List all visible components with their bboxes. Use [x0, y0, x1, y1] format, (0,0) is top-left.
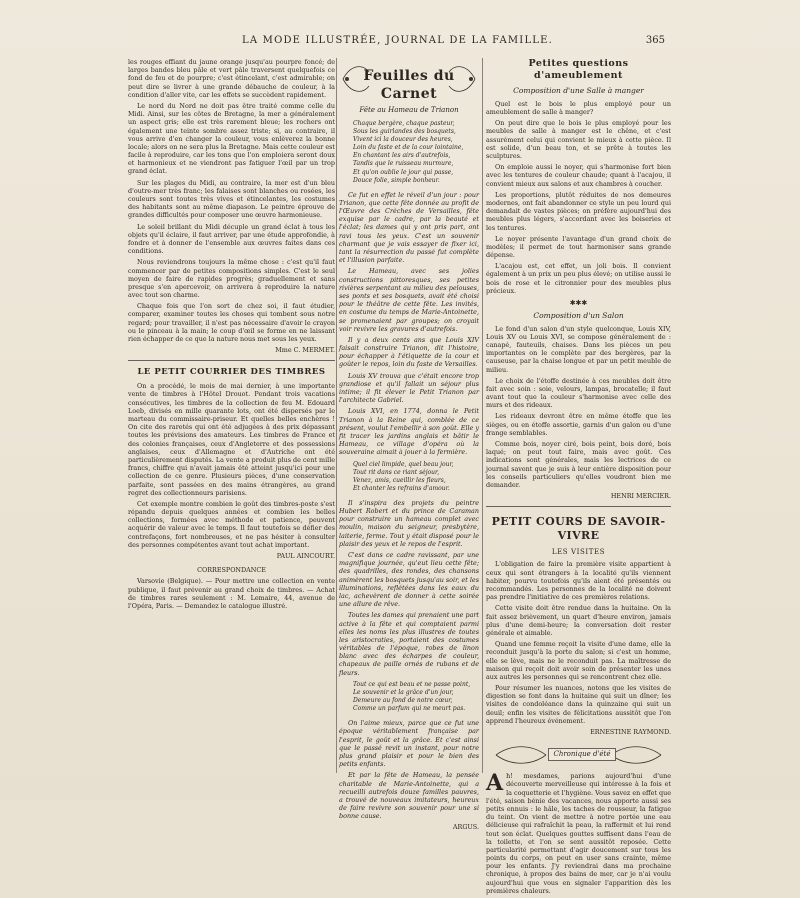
paragraph: Les rideaux devront être en même étoffe que les sièges, ou en étoffe assortie, garnis d'un galon ou d'une frange semblables. — [486, 412, 671, 437]
poem-line: Tout ce qui est beau et ne passe point, — [353, 680, 471, 688]
paragraph: L'obligation de faire la première visite appartient à ceux qui sont étrangers à la localité qu'ils viennent habiter, pourvu toutefois qu'ils aient été présentés ou recommandés. Les personnes de la localité ne doivent pas prendre l'initiative de ces premières relations. — [486, 560, 671, 602]
subsection-title: Composition d'un Salon — [533, 310, 624, 320]
author-signature: ERNESTINE RAYMOND. — [590, 728, 671, 736]
paragraph: Nous reviendrons toujours la même chose : c'est qu'il faut commencer par de petites compositions simples. C'est le seul moyen de faire de rapides progrès; graduellement et sans presque s'en apercevoir, on arrivera à reproduire la nature avec tout son charme. — [128, 258, 335, 300]
poem-line: Et qu'on oublie le jour qui passe, — [353, 168, 454, 176]
paragraph: Il y a deux cents ans que Louis XIV faisait construire Trianon, dit l'histoire, pour échapper à l'étiquette de la cour et goûter le repos, loin du faste de Versailles. — [339, 335, 479, 369]
paragraph: Il s'inspira des projets du peintre Hubert Robert et du prince de Caraman pour construire un hameau complet avec moulin, maison du seigneur, presbytère, laiterie, ferme. Tout y était disposé pour le plaisir des yeux et le repos de l'esprit. — [339, 498, 479, 548]
poem-line: Venez, amis, cueillir les fleurs, — [353, 476, 446, 484]
drop-cap: A — [486, 770, 504, 797]
paragraph: Le Hameau, avec ses jolies constructions pittoresques, ses petites rivières serpentant au milieu des pelouses, ses ponts et ses bosquets, avait été choisi pour le théâtre de cette fête. Les invités, en costume du temps de Marie-Antoinette, se promenaient par groupes; on croyait voir revivre les gravures d'autrefois. — [339, 267, 479, 333]
paragraph: Le soleil brillant du Midi décuple un grand éclat à tous les objets qu'il éclaire, il faut arriver, par une étude approfondie, à fondre et à donner de l'ensemble aux œuvres faites dans ces conditions. — [128, 222, 335, 256]
chronique-text: h! mesdames, parions aujourd'hui d'une découverte merveilleuse qui intéresse à la fois et la coquetterie et l'hygiène. Vous savez en effet que l'été, saison bénie des vacances, nous apporte aussi ses petits ennuis : le hâle, les taches de rousseur, la fatigue du teint. On vient de mettre à notre portée une eau délicieuse qui rafraîchit la peau, la raffermit et lui rend tout son éclat. Quelques gouttes suffisent dans l'eau de la toilette, et l'on se sent aussitôt reposée. Cette particularité permettant d'agir doucement sur tous les points du corps, on peut en user sans crainte, même pour les enfants. J'y reviendrai dans ma prochaine chronique, à propos des bains de mer, car je n'ai voulu aujourd'hui que vous en signaler l'apparition dès les premières chaleurs. — [486, 772, 671, 895]
paragraph: Chaque fois que l'on sort de chez soi, il faut étudier, comparer, examiner toutes les choses qui tombent sous notre regard; pour travailler, il n'est pas nécessaire d'avoir le crayon ou le pinceau à la main; le coup d'œil se forme en ne laissant rien échapper de ce que la nature nous met sous les yeux. — [128, 302, 335, 343]
poem-line: Tandis que le ruisseau murmure, — [353, 160, 454, 168]
poem-line: Douce folie, simple bonheur. — [353, 176, 440, 184]
column-left — [128, 58, 335, 613]
divider — [128, 360, 335, 361]
section-title: LE PETIT COURRIER DES TIMBRES — [137, 367, 326, 378]
paragraph: Et par la fête de Hameau, la pensée charitable de Marie-Antoinette, qui a recueilli autrefois douze familles pauvres, a trouvé de nouveaux imitateurs, heureux de faire revivre son souvenir pour une si bonne cause. — [339, 771, 479, 821]
paragraph: Le noyer présente l'avantage d'un grand choix de modèles; il permet de tout harmoniser sans grande dépense. — [486, 234, 671, 260]
paragraph: Le choix de l'étoffe destinée à ces meubles doit être fait avec soin : soie, velours, lampas, brocatelle; il faut avant tout que la couleur s'harmonise avec celle des murs et des rideaux. — [486, 376, 671, 410]
poem-line: Loin du faste et de la cour lointaine, — [353, 144, 464, 152]
poem-line: En chantant les airs d'autrefois, — [353, 152, 451, 160]
paragraph: Ce fut en effet le réveil d'un jour : pour Trianon, que cette fête donnée au profit de l'Œuvre des Crèches de Versailles, fête exquise par le cadre, par la beauté et l'éclat; les dames qui y ont pris part, ont ravi tous les yeux. C'est un souvenir charmant que je vais essayer de fixer ici, tant la résurrection du passé fut complète et l'illusion parfaite. — [339, 190, 479, 265]
paragraph: Le fond d'un salon d'un style quelconque, Louis XIV, Louis XV ou Louis XVI, se compose généralement de : canapé, fauteuils, chaises. Dans les pièces un peu importantes on le complète par des bergères, par la causeuse, par la chaise longue et par un petit meuble de milieu. — [486, 324, 671, 374]
divider — [486, 506, 671, 507]
paragraph: Comme bois, noyer ciré, bois peint, bois doré, bois laqué; on peut tout faire, mais avec goût. Ces indications sont générales, mais les lectrices de ce journal savent que je suis à leur entière disposition pour les conseils particuliers qu'elles voudront bien me demander. — [486, 440, 671, 489]
paragraph: L'acajou est, cet effet, un joli bois. Il convient également à un prix un peu plus élevé; on utilise aussi le bois de rose et le citronnier pour des meubles plus précieux. — [486, 262, 671, 295]
author-signature: PAUL AINCOURT. — [276, 552, 335, 560]
chronique-label: Chronique d'été — [548, 748, 616, 761]
poem-line: Sous les guirlandes des bosquets, — [353, 128, 456, 136]
paragraph: C'est dans ce cadre ravissant, par une magnifique journée, qu'eut lieu cette fête; des quadrilles, des rondes, des chansons animèrent les bosquets jusqu'au soir, et les illuminations, reflétées dans les eaux du lac, achevèrent de donner à cette soirée une allure de rêve. — [339, 551, 479, 609]
paragraph: les rouges effiant du jaune orange jusqu'au pourpre foncé; de larges bandes bleu pâle et vert pâle traversent quelquefois ce fond de feu et de pourpre; c'est étincelant, c'est admirable; on peut dire se livrer à une grande débauche de couleur, à la condition d'aller vite, car les effets se succèdent rapidement. — [128, 58, 335, 99]
paragraph — [486, 772, 671, 895]
paragraph: Pour résumer les nuances, notons que les visites de digestion se font dans la huitaine qui suit un dîner; les visites de condoléance dans la quinzaine qui suit un deuil; enfin les visites de félicitations aussitôt que l'on apprend l'heureux événement. — [486, 684, 671, 725]
author-signature: Mme C. MERMET. — [275, 346, 335, 355]
column-divider — [336, 58, 337, 773]
column-middle — [339, 58, 479, 838]
poem-line: Le souvenir et la grâce d'un jour, — [353, 688, 454, 696]
author-signature: ARGUS. — [452, 823, 479, 832]
banner-title: Feuilles du Carnet — [363, 68, 455, 102]
poem-line: Vivent ici la douceur des heures, — [353, 136, 453, 144]
poem-line: Tout rit dans ce riant séjour, — [353, 468, 440, 476]
column-divider — [482, 58, 483, 773]
author-signature: HENRI MERCIER. — [610, 492, 671, 501]
asterism: ✱✱✱ — [569, 299, 588, 308]
poem — [353, 120, 479, 185]
paragraph: Cet exemple montre combien le goût des timbres-poste s'est répandu depuis quelques années et combien les belles collections, formées avec méthode et patience, peuvent acquérir de valeur avec le temps. Il faut toutefois se défier des contrefaçons, fort nombreuses, et ne pas hésiter à consulter des personnes compétentes avant tout achat important. — [128, 499, 335, 549]
subsection-title: LES VISITES — [551, 548, 606, 557]
paragraph: Les proportions, plutôt réduites de nos demeures modernes, ont fait abandonner ce style un peu lourd qui demandait de vastes pièces; on préfère aujourd'hui des meubles plus légers, s'accordant avec les boiseries et les tentures. — [486, 190, 671, 232]
paragraph: On emploie aussi le noyer, qui s'harmonise fort bien avec les tentures de couleur chaude; quant à l'acajou, il convient mieux aux salons et aux chambres à coucher. — [486, 163, 671, 188]
subsection-title: Composition d'une Salle à manger — [513, 86, 644, 96]
chronique-banner — [486, 742, 671, 768]
paragraph: Louis XVI, en 1774, donna le Petit Trianon à la Reine qui, comblée de ce présent, voulut l'embellir à son goût. Elle y fit tracer les jardins anglais et bâtir le Hameau, ce village d'opéra où la souveraine aimait à jouer à la fermière. — [339, 407, 479, 457]
paragraph: Le nord du Nord ne doit pas être traité comme celle du Midi. Ainsi, sur les côtes de Bretagne, la mer a généralement un aspect gris; elle est très rarement bleue; les rochers ont également une teinte sombre assez triste; si, au contraire, il vous arrive d'en changer la couleur, vous enlèverez la bonne locale; alors on ne sera plus la Bretagne. Mais cette couleur est facile à reproduire, car les tons que l'on emploiera seront doux et harmonieux et ne viendront pas fatiguer l'œil par un trop grand éclat. — [128, 101, 335, 176]
correspondance-heading: CORRESPONDANCE — [197, 566, 266, 575]
poem — [353, 681, 479, 713]
poem-line: Chaque bergère, chaque pasteur, — [353, 119, 455, 127]
paragraph: On l'aime mieux, parce que ce fut une époque véritablement française par l'esprit, le goût et la grâce. Et c'est ainsi que le passé revit un instant, pour notre plus grand plaisir et pour le bien des petits enfants. — [339, 719, 479, 769]
paragraph: Toutes les dames qui prenaient une part active à la fête et qui comptaient parmi elles les noms les plus illustres de toutes les aristocraties, portaient des costumes véritables de l'époque, robes de linon blanc avec des écharpes de couleur, chapeaux de paille ornés de rubans et de fleurs. — [339, 611, 479, 677]
banner-subtitle: Fête au Hameau de Trianon — [359, 106, 459, 114]
poem-line: Et chanter les refrains d'amour. — [353, 484, 450, 492]
paragraph: Cette visite doit être rendue dans la huitaine. On la fait assez brièvement, un quart d'heure environ, jamais plus d'une demi-heure; la conversation doit rester générale et aimable. — [486, 604, 671, 637]
section-title: PETIT COURS DE SAVOIR-VIVRE — [491, 515, 666, 543]
section-title: Petites questions d'ameublement — [528, 58, 629, 82]
poem — [353, 461, 479, 493]
poem-line: Comme un parfum qui ne meurt pas. — [353, 705, 466, 713]
paragraph: Quand une femme reçoit la visite d'une dame, elle la reconduit jusqu'à la porte du salon; si c'est un homme, elle se lève, mais ne le reconduit pas. La maîtresse de maison qui reçoit doit avoir soin de présenter les unes aux autres les personnes qui se rencontrent chez elle. — [486, 640, 671, 681]
paragraph: On peut dire que le bois le plus employé pour les meubles de salle à manger est le chêne, et c'est assurément celui qui convient le mieux à cette pièce. Il est solide, d'un beau ton, et se prête à toutes les sculptures. — [486, 119, 671, 161]
paragraph: Louis XV trouva que c'était encore trop grandiose et qu'il fallait un séjour plus intime; il fit élever le Petit Trianon par l'architecte Gabriel. — [339, 371, 479, 405]
page-number: 365 — [645, 35, 665, 46]
column-right — [486, 58, 671, 898]
running-title: LA MODE ILLUSTRÉE, JOURNAL DE LA FAMILLE. — [241, 35, 554, 46]
paragraph: Varsovie (Belgique). — Pour mettre une collection en vente publique, il faut prévenir au grand choix de timbres. — Achat de timbres rares seulement : M. Lemaire, 44, avenue de l'Opéra, Paris. — Demandez le catalogue illustré. — [128, 577, 335, 610]
paragraph: Quel est le bois le plus employé pour un ameublement de salle à manger? — [486, 99, 671, 117]
feuilles-banner — [339, 60, 479, 102]
paragraph: On a procédé, le mois de mai dernier, à une importante vente de timbres à l'Hôtel Drouot. Pendant trois vacations consécutives, les timbres de la collection de feu M. Edouard Loeb, divisés en mille quarante lots, ont été dispersés par le marteau du commissaire-priseur. Et quelles belles enchères ! On cite des raretés qui ont été adjugées à des prix dépassant toutes les prévisions des amateurs. Les timbres de France et des colonies françaises, ceux d'Angleterre et des possessions anglaises, ceux d'Allemagne et d'Autriche ont été particulièrement disputés. La vente a produit plus de cent mille francs, chiffre qui n'avait jamais été atteint jusqu'ici pour une collection de ce genre. Plusieurs pièces, d'une conservation parfaite, sont passées en des mains étrangères, au grand regret des collectionneurs parisiens. — [128, 382, 336, 497]
poem-line: Quel ciel limpide, quel beau jour, — [353, 460, 454, 468]
paragraph: Sur les plages du Midi, au contraire, la mer est d'un bleu d'outre-mer très franc; les falaises sont blanches ou rosées, les couleurs sont toutes très vives et étincelantes, les costumes des habitants sont au même diapason. Le peintre éprouve de grandes difficultés pour composer une œuvre harmonieuse. — [128, 178, 335, 220]
poem-line: Demeure au fond de notre cœur, — [353, 697, 453, 705]
